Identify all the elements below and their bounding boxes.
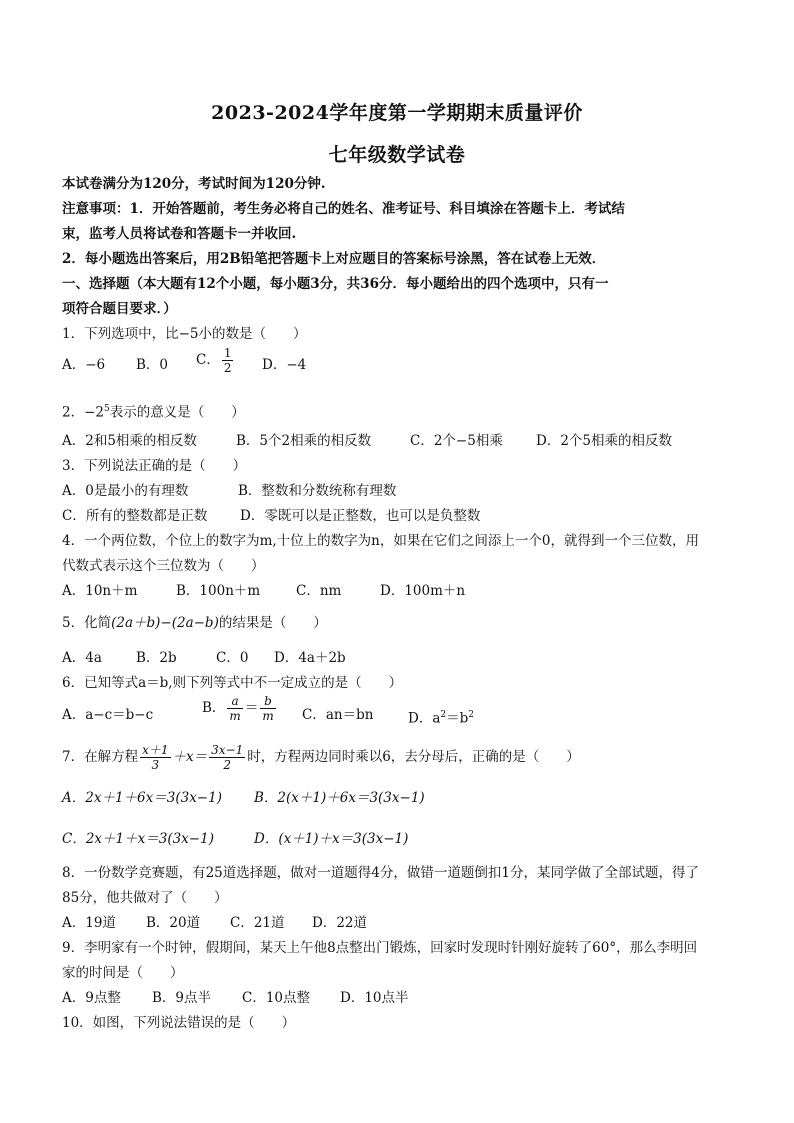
fraction: [260, 694, 275, 723]
question-6-option-d-middle: ＝b: [446, 710, 469, 727]
section-heading-line-2: 项符合题目要求．）: [62, 301, 177, 317]
question-4-stem-line-1: 4．一个两位数，个位上的数字为m,十位上的数字为n，如果在它们之间添上一个0，就得到一个三位数，用: [62, 533, 699, 549]
exponent: 2: [440, 710, 447, 720]
fraction: [140, 743, 170, 772]
question-4-option-b: B．100n＋m: [176, 583, 261, 599]
fraction-denominator: 3: [151, 758, 160, 772]
question-8-option-a: A．19道: [62, 915, 116, 931]
question-5-option-c: C．0: [216, 650, 249, 666]
question-3-option-d: D．零既可以是正整数，也可以是负整数: [240, 508, 481, 524]
question-5-expression: (2a＋b)−(2a−b): [111, 615, 219, 631]
question-1-option-c-label: C．: [196, 352, 220, 368]
fraction: [227, 694, 242, 723]
fraction-denominator: 2: [223, 758, 231, 772]
question-8-option-b: B．20道: [146, 915, 201, 931]
question-6-option-b-label: B．: [202, 700, 226, 716]
question-7-option-a: A．2x＋1＋6x＝3(3x−1): [62, 790, 222, 806]
fraction-numerator: 3x−1: [211, 743, 244, 757]
question-9-stem-line-2: 家的时间是（ ）: [62, 965, 184, 981]
fraction: [209, 743, 245, 772]
question-2-option-b: B．5个2相乘的相反数: [236, 433, 372, 449]
question-2-stem: [62, 400, 734, 422]
fraction-numerator: a: [227, 694, 242, 709]
question-3-stem: 3．下列说法正确的是（ ）: [62, 458, 247, 474]
fraction-numerator: 1: [223, 346, 232, 360]
question-9-option-d: D．10点半: [340, 990, 409, 1006]
question-3-option-b: B．整数和分数统称有理数: [238, 483, 397, 499]
question-6-option-d-prefix: D．a: [408, 710, 441, 727]
question-4-stem-line-2: 代数式表示这个三位数为（ ）: [62, 558, 265, 574]
question-6-option-d: [408, 706, 474, 728]
instruction-line-4: 2．每小题选出答案后，用2B铅笔把答题卡上对应题目的答案标号涂黑，答在试卷上无效．: [62, 251, 606, 267]
question-7-stem: [62, 740, 734, 774]
question-5-option-a: A．4a: [62, 650, 102, 666]
fraction-numerator: b: [260, 694, 275, 709]
question-2-option-d: D．2个5相乘的相反数: [536, 433, 673, 449]
section-heading-line-1: 一、选择题（本大题有12个小题，每小题3分，共36分．每小题给出的四个选项中，只有一: [62, 276, 609, 292]
question-6-stem: 6．已知等式a＝b,则下列等式中不一定成立的是（ ）: [62, 675, 403, 691]
question-4-option-d: D．100m＋n: [380, 583, 466, 599]
exam-title: 2023-2024学年度第一学期期末质量评价: [211, 102, 583, 124]
question-2-option-c: C．2个−5相乘: [410, 433, 503, 449]
question-8-stem-line-2: 85分，他共做对了（ ）: [62, 890, 228, 906]
question-3-option-c: C．所有的整数都是正数: [62, 508, 208, 524]
question-8-option-d: D．22道: [312, 915, 368, 931]
question-5-option-d: D．4a＋2b: [274, 650, 346, 666]
question-5-stem-prefix: 5．化简: [62, 615, 112, 631]
question-3-option-a: A．0是最小的有理数: [62, 483, 189, 499]
question-6-option-c: C．an＝bn: [302, 707, 374, 723]
question-2-stem-prefix: 2．−2: [62, 404, 104, 421]
question-7-option-d: D．(x＋1)＋x＝3(3x−1): [254, 831, 409, 847]
exponent: 2: [468, 710, 474, 720]
question-1-option-c: [196, 346, 235, 375]
question-10-stem: 10．如图，下列说法错误的是（ ）: [62, 1015, 296, 1031]
question-7-option-b: B．2(x＋1)＋6x＝3(3x−1): [254, 790, 425, 806]
question-6-option-a: A．a−c＝b−c: [62, 707, 154, 723]
question-5-stem: [62, 614, 734, 632]
question-5-option-b: B．2b: [136, 650, 177, 666]
equals-sign: ＝: [244, 700, 259, 716]
question-4-option-a: A．10n＋m: [62, 583, 138, 599]
fraction-denominator: m: [229, 709, 241, 723]
exponent: 5: [104, 404, 110, 414]
question-4-option-c: C．nm: [296, 583, 342, 599]
instruction-line-3: 束，监考人员将试卷和答题卡一并收回.: [62, 226, 297, 242]
question-1-option-b: B．0: [136, 357, 169, 373]
question-9-option-c: C．10点整: [242, 990, 311, 1006]
fraction-denominator: 2: [223, 361, 232, 375]
question-1-option-d: D．−4: [262, 357, 307, 373]
question-1-option-a: A．−6: [62, 357, 106, 373]
instruction-line-1: 本试卷满分为120分，考试时间为120分钟.: [62, 176, 326, 192]
exam-subtitle: 七年级数学试卷: [328, 144, 466, 166]
fraction: [222, 346, 234, 375]
question-7-option-c: C．2x＋1＋x＝3(3x−1): [62, 831, 214, 847]
fraction-denominator: m: [262, 709, 274, 723]
instruction-line-2: 注意事项：1．开始答题前，考生务必将自己的姓名、准考证号、科目填涂在答题卡上．考试结: [62, 201, 625, 217]
question-8-option-c: C．21道: [230, 915, 285, 931]
question-9-option-a: A．9点整: [62, 990, 121, 1006]
question-9-stem-line-1: 9．李明家有一个时钟，假期间，某天上午他8点整出门锻炼，回家时发现时针刚好旋转了60°，那么李明回: [62, 940, 698, 956]
question-2-option-a: A．2和5相乘的相反数: [62, 433, 197, 449]
question-8-stem-line-1: 8．一份数学竞赛题，有25道选择题，做对一道题得4分，做错一道题倒扣1分，某同学做了全部试题，得了: [62, 865, 699, 881]
question-7-stem-suffix: 时，方程两边同时乘以6，去分母后，正确的是（ ）: [247, 749, 580, 765]
question-7-equation-middle: ＋x＝: [172, 749, 208, 765]
question-2-stem-suffix: 表示的意义是（ ）: [109, 404, 245, 421]
question-6-option-b: [202, 694, 278, 723]
fraction-numerator: x＋1: [142, 743, 169, 757]
question-5-stem-suffix: 的结果是（ ）: [218, 615, 327, 631]
question-1-stem: 1．下列选项中，比−5小的数是（ ）: [62, 326, 307, 342]
question-9-option-b: B．9点半: [152, 990, 212, 1006]
question-7-stem-prefix: 7．在解方程: [62, 749, 139, 765]
